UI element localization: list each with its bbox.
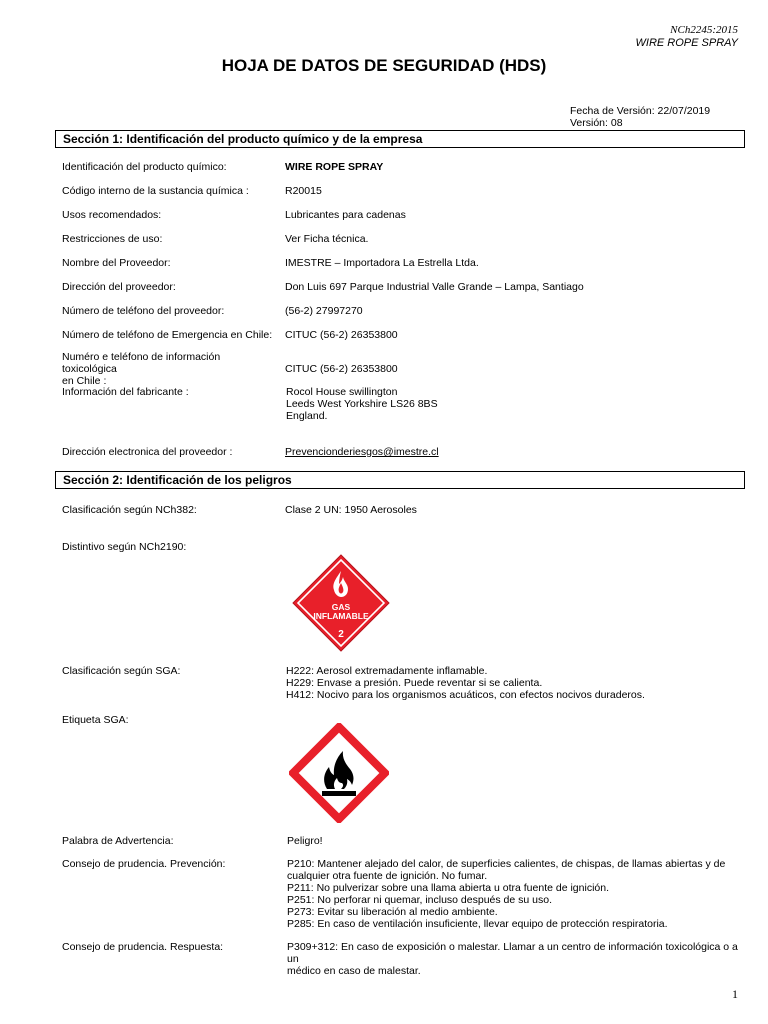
row-label: Etiqueta SGA: [62,714,129,726]
row-label: Dirección del proveedor: [62,281,176,293]
row-label: Consejo de prudencia. Prevención: [62,858,226,870]
sign-class-number: 2 [338,629,344,640]
version-date: Fecha de Versión: 22/07/2019 [570,105,711,117]
precaution-statement: P211: No pulverizar sobre una llama abierta u otra fuente de ignición. [287,882,609,894]
sign-text-gas: GAS [331,602,351,612]
row-value: WIRE ROPE SPRAY [285,161,384,173]
row-label: Código interno de la sustancia química : [62,185,249,197]
row-label: Clasificación según SGA: [62,665,181,677]
precaution-statement: P210: Mantener alejado del calor, de superficies calientes, de chispas, de llamas abiertas y de [287,858,726,870]
precaution-statement: P285: En caso de ventilación insuficiente, llevar equipo de protección respiratoria. [287,918,668,930]
row-label-line: en Chile : [62,375,107,387]
hazard-statement: H412: Nocivo para los organismos acuáticos, con efectos nocivos duraderos. [286,689,645,701]
row-value: Lubricantes para cadenas [285,209,406,221]
hazard-statements [286,665,746,701]
row-value: IMESTRE – Importadora La Estrella Ltda. [285,257,479,269]
row-value: Don Luis 697 Parque Industrial Valle Grande – Lampa, Santiago [285,281,584,293]
row-label: Clasificación según NCh382: [62,504,197,516]
precaution-statement: cualquier otra fuente de ignición. No fumar. [287,870,488,882]
signal-word: Peligro! [287,835,323,847]
row-value: Ver Ficha técnica. [285,233,369,245]
info-row [62,351,742,387]
page-number: 1 [732,987,738,1001]
page-header [636,24,738,50]
precaution-statement: médico en caso de malestar. [287,965,421,977]
document-title: HOJA DE DATOS DE SEGURIDAD (HDS) [221,56,547,75]
row-label: Número de teléfono del proveedor: [62,305,225,317]
row-label: Consejo de prudencia. Respuesta: [62,941,224,953]
info-row [62,941,742,977]
row-value: R20015 [285,185,322,197]
row-label: Información del fabricante : [62,386,189,398]
response-statements [287,941,747,977]
version-number: Versión: 08 [570,117,623,129]
ghs-flame-pictogram-icon [289,723,389,823]
info-row [62,386,742,426]
info-row [62,858,742,934]
row-value: CITUC (56-2) 26353800 [285,329,398,341]
row-label: Restricciones de uso: [62,233,163,245]
row-value: Clase 2 UN: 1950 Aerosoles [285,504,417,516]
section-1-title: Sección 1: Identificación del producto químico y de la empresa [55,130,745,148]
precaution-statement: P251: No perforar ni quemar, incluso después de su uso. [287,894,552,906]
row-label: Distintivo según NCh2190: [62,541,187,553]
supplier-email-link[interactable]: Prevencionderiesgos@imestre.cl [285,446,439,458]
address-line: Leeds West Yorkshire LS26 8BS [286,398,438,410]
hazard-statement: H229: Envase a presión. Puede reventar si se calienta. [286,677,543,689]
version-block [570,105,710,129]
standard-code: NCh2245:2015 [670,24,738,36]
hazard-statement: H222: Aerosol extremadamente inflamable. [286,665,488,677]
row-label: Palabra de Advertencia: [62,835,174,847]
flammable-gas-sign-icon [291,553,391,653]
precaution-statement: P273: Evitar su liberación al medio ambiente. [287,906,498,918]
row-label: Dirección electronica del proveedor : [62,446,233,458]
section-2-title: Sección 2: Identificación de los peligros [55,471,745,489]
row-value: CITUC (56-2) 26353800 [285,363,398,375]
row-label [62,351,277,387]
row-label: Nombre del Proveedor: [62,257,171,269]
header-product: WIRE ROPE SPRAY [635,37,738,49]
address-line: Rocol House swillington [286,386,398,398]
prevention-statements [287,858,747,930]
info-row [62,665,742,703]
row-label: Identificación del producto químico: [62,161,227,173]
sign-text-inflamable: INFLAMABLE [313,611,369,621]
row-value: (56-2) 27997270 [285,305,363,317]
address-line: England. [286,410,328,422]
manufacturer-address [286,386,746,422]
row-label: Usos recomendados: [62,209,162,221]
precaution-statement: P309+312: En caso de exposición o malestar. Llamar a un centro de información toxicológica o a un [287,941,738,965]
row-label-line: Numéro e teléfono de información toxicológica [62,351,221,375]
row-label: Número de teléfono de Emergencia en Chile: [62,329,273,341]
